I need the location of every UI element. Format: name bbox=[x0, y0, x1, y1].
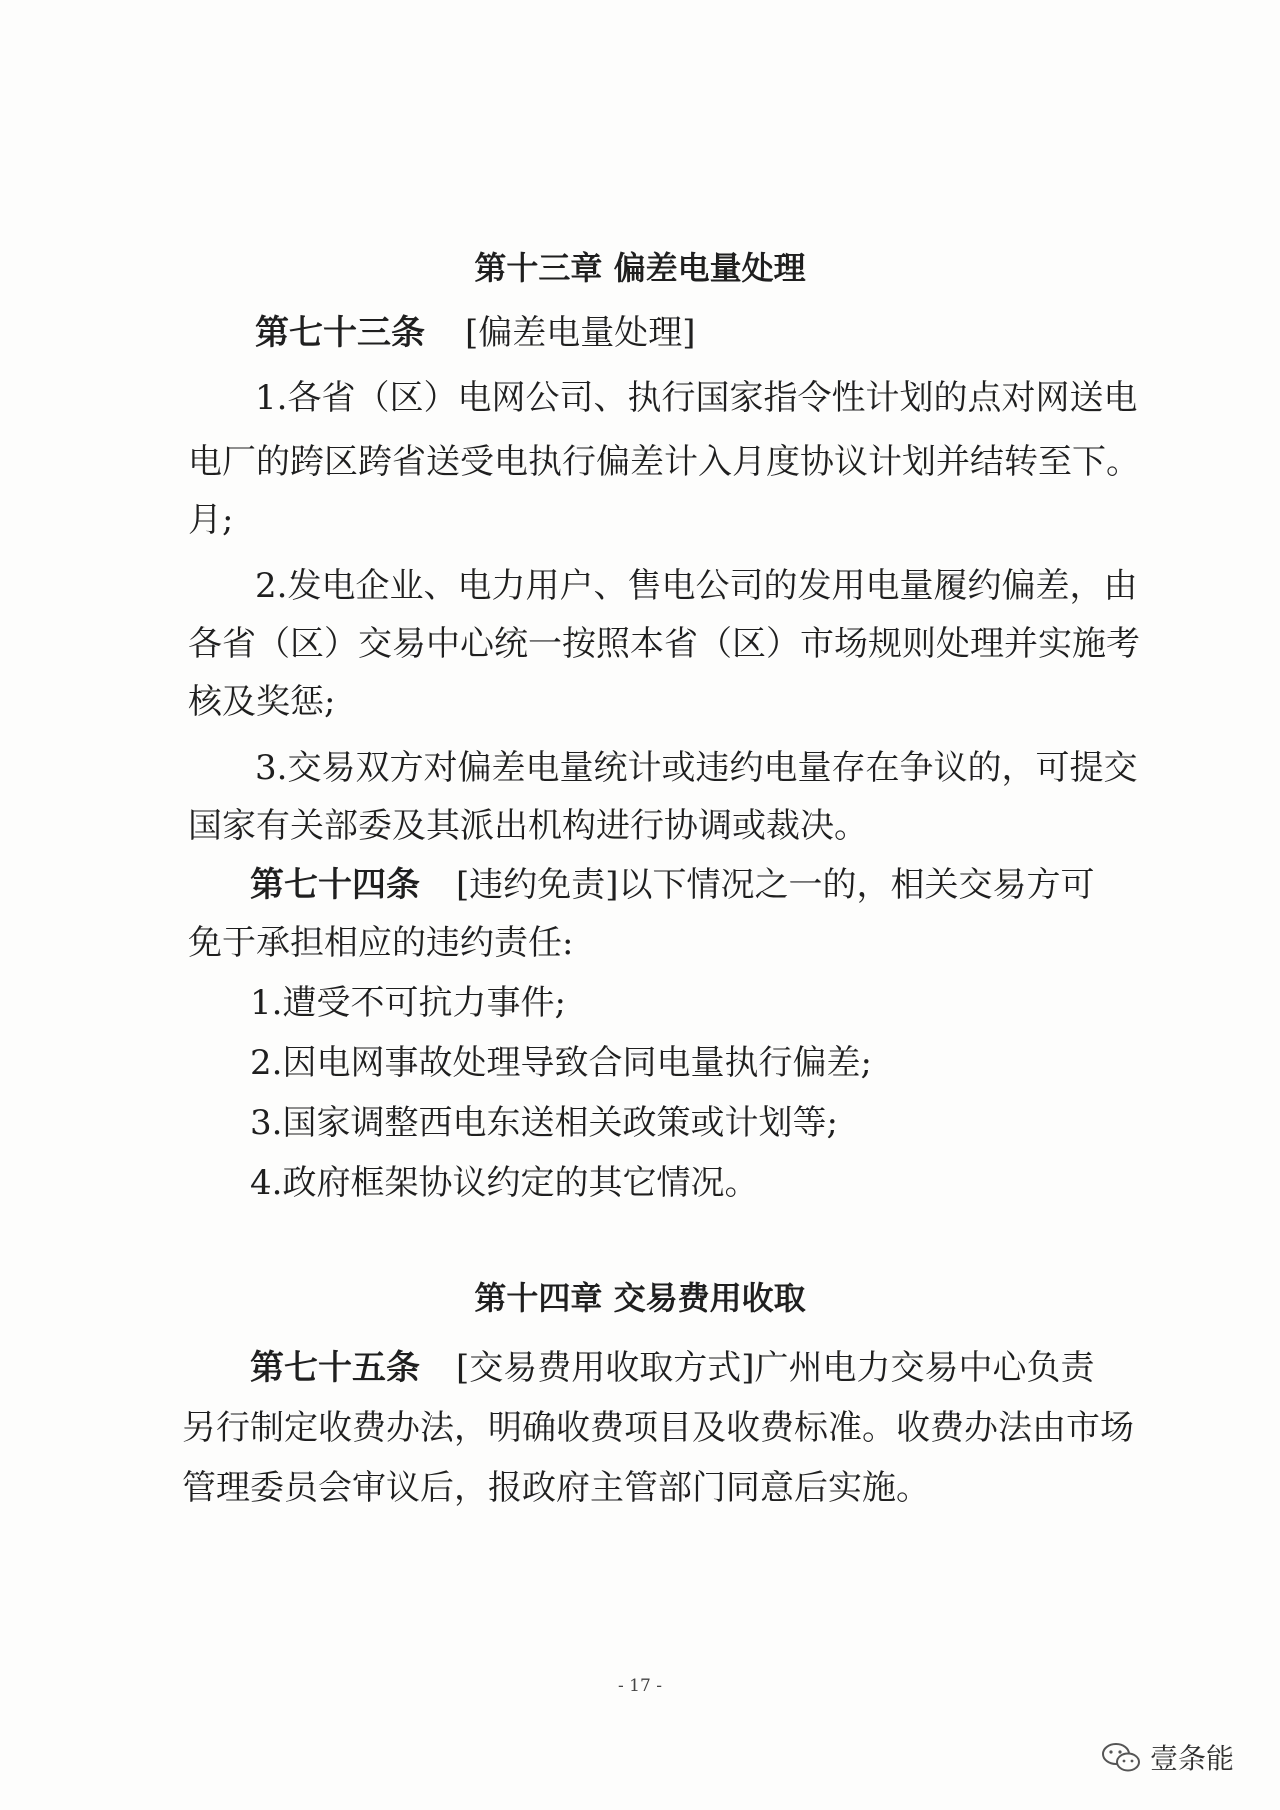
watermark-text: 壹条能 bbox=[1150, 1742, 1235, 1775]
art73-item1-line3: 月; bbox=[188, 500, 234, 540]
chapter-14-title: 第十四章 交易费用收取 bbox=[474, 1279, 806, 1317]
article-74-header bbox=[250, 865, 1095, 905]
article-73-heading: [偏差电量处理] bbox=[465, 313, 696, 353]
article-74-number: 第七十四条 bbox=[250, 865, 420, 905]
article-74-heading: [违约免责]以下情况之一的，相关交易方可 bbox=[456, 865, 1095, 905]
art73-item2-line2: 各省（区）交易中心统一按照本省（区）市场规则处理并实施考 bbox=[188, 624, 1140, 664]
art74-item-4: 4.政府框架协议约定的其它情况。 bbox=[250, 1163, 759, 1203]
article-73-number: 第七十三条 bbox=[255, 313, 425, 353]
page-number: - 17 - bbox=[618, 1676, 662, 1696]
chapter-13-title: 第十三章 偏差电量处理 bbox=[474, 249, 806, 287]
art73-item2-line3: 核及奖惩; bbox=[188, 682, 336, 722]
art74-item-2: 2.因电网事故处理导致合同电量执行偏差; bbox=[250, 1043, 872, 1083]
art73-item1-line1: 1.各省（区）电网公司、执行国家指令性计划的点对网送电 bbox=[255, 378, 1138, 418]
art73-item2-line1: 2.发电企业、电力用户、售电公司的发用电量履约偏差，由 bbox=[255, 566, 1138, 606]
article-75-heading: [交易费用收取方式]广州电力交易中心负责 bbox=[456, 1348, 1095, 1388]
article-75-header bbox=[250, 1348, 1095, 1388]
art74-line2: 免于承担相应的违约责任: bbox=[188, 923, 574, 963]
art73-item1-line2: 电厂的跨区跨省送受电执行偏差计入月度协议计划并结转至下。 bbox=[188, 442, 1140, 482]
wechat-icon bbox=[1100, 1740, 1142, 1774]
article-75-number: 第七十五条 bbox=[250, 1348, 420, 1388]
art74-item-3: 3.国家调整西电东送相关政策或计划等; bbox=[250, 1103, 838, 1143]
art75-line3: 管理委员会审议后，报政府主管部门同意后实施。 bbox=[182, 1468, 930, 1508]
art75-line2: 另行制定收费办法，明确收费项目及收费标准。收费办法由市场 bbox=[182, 1408, 1134, 1448]
art73-item3-line2: 国家有关部委及其派出机构进行协调或裁决。 bbox=[188, 806, 868, 846]
watermark bbox=[1100, 1735, 1250, 1779]
article-73-header bbox=[255, 313, 696, 353]
art73-item3-line1: 3.交易双方对偏差电量统计或违约电量存在争议的，可提交 bbox=[255, 748, 1138, 788]
art74-item-1: 1.遭受不可抗力事件; bbox=[250, 983, 566, 1023]
